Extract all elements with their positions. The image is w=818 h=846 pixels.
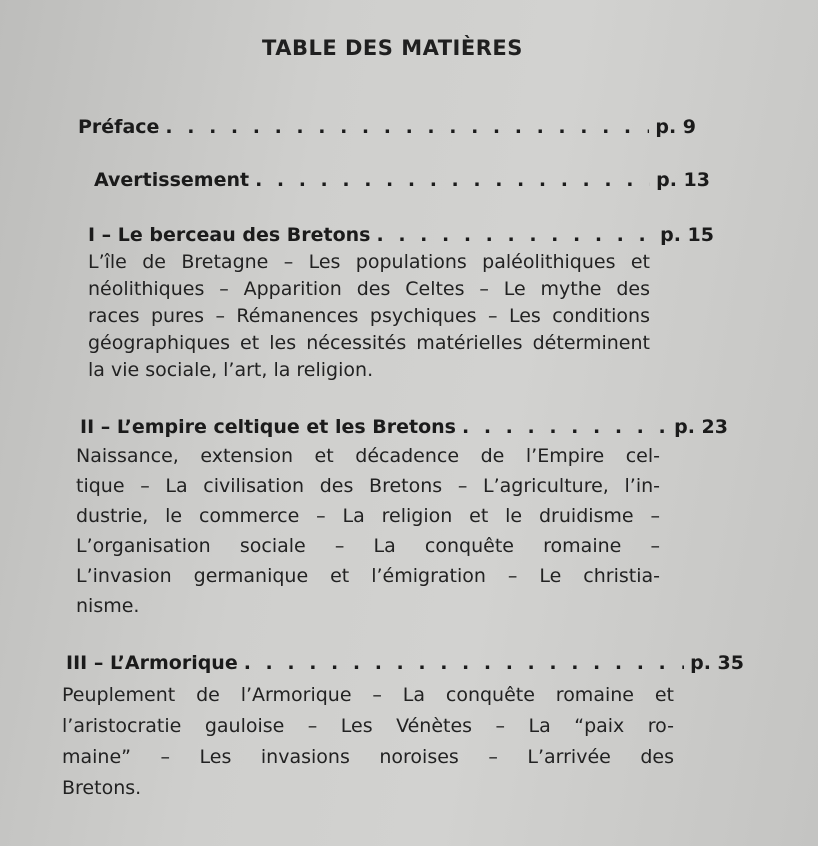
summary-line: dustrie, le commerce – La religion et le druidisme – [76, 505, 660, 527]
entry-page: p. 13 [656, 169, 710, 191]
leader-dots [165, 116, 649, 138]
toc-entry-chapter-3 [66, 652, 744, 674]
leader-dots [377, 224, 655, 246]
summary-line: Bretons. [62, 777, 142, 799]
entry-label: II – L’empire celtique et les Bretons [80, 416, 456, 438]
summary-line: tique – La civilisation des Bretons – L’agriculture, l’in- [76, 475, 660, 497]
summary-line: néolithiques – Apparition des Celtes – Le mythe des [88, 278, 650, 300]
entry-label: Préface [78, 116, 160, 138]
summary-line: Peuplement de l’Armorique – La conquête romaine et [62, 684, 674, 706]
leader-dots [244, 652, 684, 674]
toc-entry-chapter-1 [88, 224, 714, 246]
summary-line: L’organisation sociale – La conquête romaine – [76, 535, 660, 557]
chapter-3-summary [62, 680, 674, 804]
entry-page: p. 9 [655, 116, 696, 138]
toc-entry-avertissement [94, 169, 710, 191]
entry-page: p. 35 [690, 652, 744, 674]
toc-entry-preface [78, 116, 696, 138]
chapter-2-summary [76, 441, 660, 621]
entry-page: p. 23 [674, 416, 728, 438]
summary-line: L’île de Bretagne – Les populations paléolithiques et [88, 251, 650, 273]
summary-line: nisme. [76, 595, 140, 617]
entry-label: I – Le berceau des Bretons [88, 224, 371, 246]
summary-line: géographiques et les nécessités matérielles déterminent [88, 332, 650, 354]
summary-line: races pures – Rémanences psychiques – Les conditions [88, 305, 650, 327]
toc-entry-chapter-2 [80, 416, 728, 438]
leader-dots [462, 416, 668, 438]
entry-label: Avertissement [94, 169, 250, 191]
summary-line: l’aristocratie gauloise – Les Vénètes – La “paix ro- [62, 715, 674, 737]
page-title: TABLE DES MATIÈRES [262, 36, 523, 60]
entry-label: III – L’Armorique [66, 652, 238, 674]
entry-page: p. 15 [660, 224, 714, 246]
summary-line: maine” – Les invasions noroises – L’arrivée des [62, 746, 674, 768]
chapter-1-summary [88, 249, 650, 384]
summary-line: Naissance, extension et décadence de l’Empire cel- [76, 445, 660, 467]
summary-line: la vie sociale, l’art, la religion. [88, 359, 374, 381]
leader-dots [255, 169, 650, 191]
summary-line: L’invasion germanique et l’émigration – Le christia- [76, 565, 660, 587]
